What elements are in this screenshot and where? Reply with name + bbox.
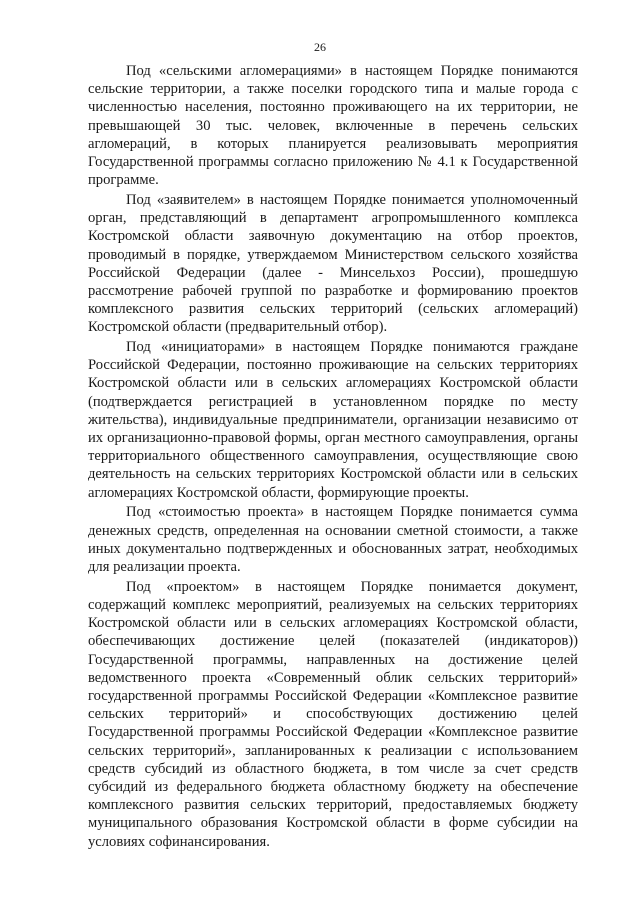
paragraph-project-cost: Под «стоимостью проекта» в настоящем Порядке понимается сумма денежных средств, определенная на основании сметной стоимости, а также иных документально подтвержденных и обоснованных затрат, необходимых для реализации проекта. — [88, 504, 578, 575]
paragraph-applicant: Под «заявителем» в настоящем Порядке понимается уполномоченный орган, представляющий в департамент агропромышленного комплекса Костромской области заявочную документацию на отбор проектов, проводимый в порядке, утверждаемом Министерством сельского хозяйства Российской Федерации (далее - Минсельхоз России), прошедшую рассмотрение рабочей группой по разработке и формированию проектов комплексного развития сельских территорий (сельских агломераций) Костромской области (предварительный отбор). — [88, 191, 578, 336]
page-number: 26 — [314, 40, 326, 54]
paragraph-rural-agglomerations: Под «сельскими агломерациями» в настоящем Порядке понимаются сельские территории, а также поселки городского типа и малые города с численностью населения, постоянно проживающего на их территории, не превышающей 30 тыс. человек, включенные в перечень сельских агломераций, в которых планируется реализовывать мероприятия Государственной программы согласно приложению № 4.1 к Государственной программе. — [88, 63, 578, 189]
document-body — [88, 62, 578, 852]
paragraph-project: Под «проектом» в настоящем Порядке понимается документ, содержащий комплекс мероприятий, реализуемых на сельских территориях Костромской области или в сельских агломерациях Костромской области, обеспечивающих достижение целей (показателей (индикаторов)) Государственной программы, направленных на достижение целей ведомственного проекта «Современный облик сельских территорий» государственной программы Российской Федерации «Комплексное развитие сельских территорий» и способствующих достижению целей Государственной программы Российской Федерации «Комплексное развитие сельских территорий», запланированных к реализации с использованием средств субсидий из областного бюджета, в том числе за счет средств субсидий из федерального бюджета областному бюджету на обеспечение комплексного развития сельских территорий, предоставляемых бюджету муниципального образования Костромской области в форме субсидии на условиях софинансирования. — [88, 578, 578, 850]
paragraph-initiators: Под «инициаторами» в настоящем Порядке понимаются граждане Российской Федерации, постоянно проживающие на сельских территориях Костромской области или в сельских агломерациях Костромской области (подтверждается регистрацией в установленном порядке по месту жительства), индивидуальные предприниматели, организации независимо от их организационно-правовой формы, орган местного самоуправления, органы территориального общественного самоуправления, осуществляющие свою деятельность на сельских территориях Костромской области или в сельских агломерациях Костромской области, формирующие проекты. — [88, 339, 578, 501]
